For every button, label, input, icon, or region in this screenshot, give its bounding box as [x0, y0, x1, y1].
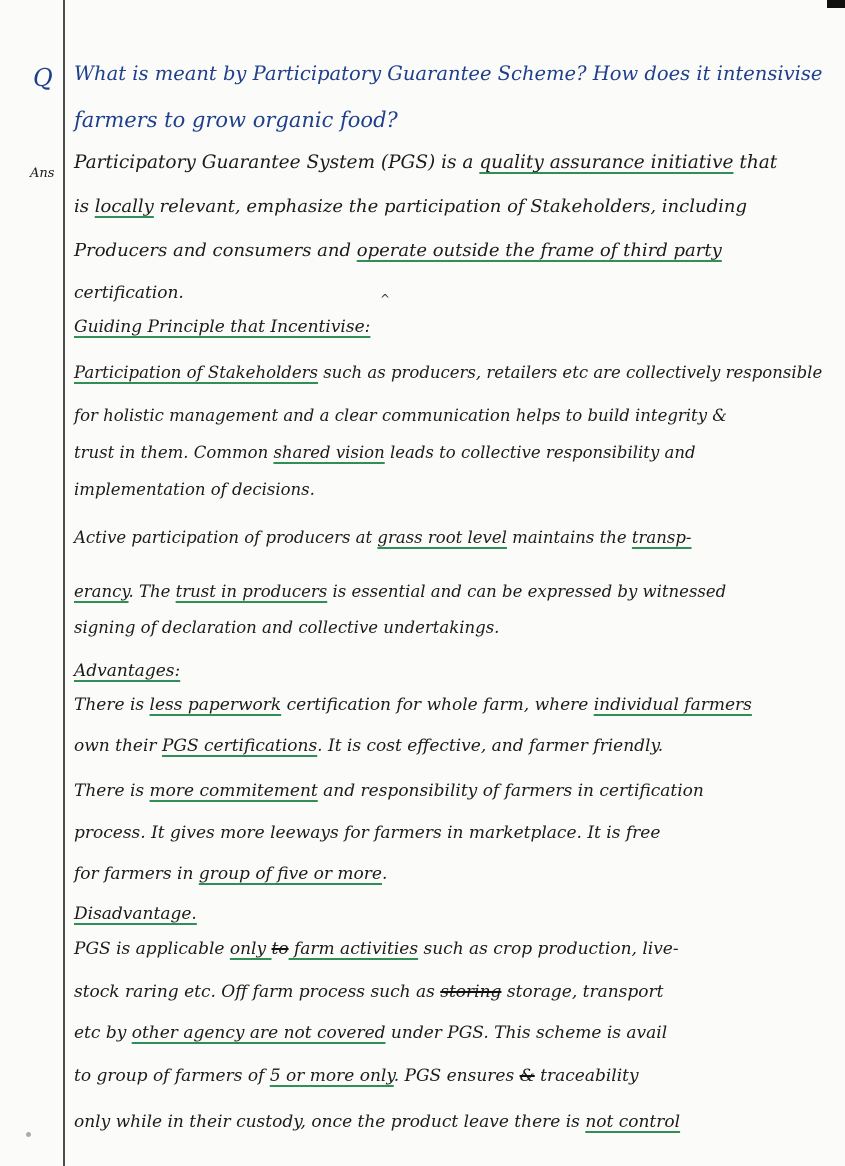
text-segment: Producers and consumers and [74, 240, 357, 261]
text-segment: Active participation of producers at [74, 528, 378, 547]
underlined-phrase: farm activities [288, 939, 419, 959]
text-segment: farmers to grow organic food? [74, 108, 398, 132]
answer-line-1 [74, 154, 829, 173]
underlined-phrase: quality assurance initiative [479, 152, 734, 173]
underlined-phrase: operate outside the frame of third party [356, 240, 722, 261]
margin-line [63, 0, 65, 1166]
underlined-phrase: transp- [631, 528, 692, 547]
underlined-phrase: PGS certifications [161, 736, 318, 756]
text-segment: . PGS ensures [393, 1066, 520, 1086]
text-segment: is essential and can be expressed by witnessed [327, 582, 727, 601]
text-segment: . The [128, 582, 176, 601]
disadvantage-line-2 [74, 984, 829, 1001]
question-line-2 [74, 110, 829, 131]
underlined-phrase: shared vision [273, 443, 385, 462]
disadvantage-line-3 [74, 1025, 829, 1042]
underlined-phrase: other agency are not covered [131, 1023, 386, 1043]
question-label: Q [33, 64, 53, 92]
text-segment: There is [74, 695, 150, 715]
underlined-phrase: 5 or more only [269, 1066, 394, 1086]
advantages-line-3 [74, 783, 829, 800]
disadvantage-heading [74, 906, 829, 923]
answer-line-3 [74, 242, 829, 260]
underlined-phrase: only [229, 939, 272, 959]
text-segment: What is meant by Participatory Guarantee Scheme? How does it intensivise [74, 62, 823, 85]
text-segment: under PGS. This scheme is avail [385, 1023, 668, 1043]
struck-text: storing [440, 982, 502, 1002]
stray-mark [26, 1132, 31, 1137]
underlined-phrase: locally [94, 196, 154, 217]
struck-text: & [519, 1066, 535, 1086]
text-segment: trust in them. Common [74, 443, 274, 462]
text-segment: certification. [74, 283, 184, 303]
advantages-heading [74, 663, 829, 680]
underlined-phrase: Advantages: [74, 661, 181, 681]
text-segment: for farmers in [74, 864, 199, 884]
underlined-phrase: trust in producers [175, 582, 328, 601]
text-segment: certification for whole farm, where [281, 695, 594, 715]
text-segment: implementation of decisions. [74, 480, 315, 499]
disadvantage-line-1 [74, 941, 829, 958]
text-segment: such as crop production, live- [418, 939, 679, 959]
guiding-line-2 [74, 408, 829, 425]
text-segment: and responsibility of farmers in certification [317, 781, 704, 801]
text-segment: . [381, 864, 388, 884]
text-segment: is [74, 196, 95, 217]
participation-line-1 [74, 530, 829, 547]
underlined-phrase: erancy [74, 582, 129, 601]
underlined-phrase: Disadvantage. [74, 904, 197, 924]
disadvantage-line-4 [74, 1068, 829, 1085]
text-segment: There is [74, 781, 150, 801]
underlined-phrase: Participation of Stakeholders [74, 363, 318, 382]
underlined-phrase: more commitement [149, 781, 318, 801]
text-segment: leads to collective responsibility and [384, 443, 696, 462]
underlined-phrase: grass root level [377, 528, 507, 547]
guiding-line-4 [74, 482, 829, 499]
text-segment: . It is cost effective, and farmer friendly. [317, 736, 664, 756]
advantages-line-5 [74, 866, 829, 883]
text-segment: stock raring etc. Off farm process such as [74, 982, 441, 1002]
text-segment: traceability [534, 1066, 639, 1086]
answer-label: Ans [30, 166, 55, 181]
answer-line-2 [74, 198, 829, 216]
guiding-line-1 [74, 365, 829, 382]
advantages-line-2 [74, 738, 829, 755]
guiding-heading [74, 319, 829, 336]
text-segment: Participatory Guarantee System (PGS) is a [74, 152, 480, 173]
text-segment: process. It gives more leeways for farmers in marketplace. It is free [74, 823, 661, 843]
text-segment: own their [74, 736, 162, 756]
caret-mark: ^ [380, 292, 391, 306]
text-segment: storage, transport [501, 982, 664, 1002]
participation-line-3 [74, 620, 829, 637]
text-segment: maintains the [506, 528, 632, 547]
text-segment: PGS is applicable [74, 939, 230, 959]
struck-text: to [271, 939, 289, 959]
advantages-line-1 [74, 697, 829, 714]
underlined-phrase: group of five or more [198, 864, 382, 884]
text-segment: etc by [74, 1023, 132, 1043]
participation-line-2 [74, 584, 829, 601]
corner-mark [827, 0, 845, 8]
guiding-line-3 [74, 445, 829, 462]
text-segment: relevant, emphasize the participation of Stakeholders, including [153, 196, 747, 217]
text-segment: such as producers, retailers etc are collectively responsible [317, 363, 823, 382]
underlined-phrase: less paperwork [149, 695, 282, 715]
text-segment: for holistic management and a clear communication helps to build integrity & [74, 406, 727, 425]
text-segment: only while in their custody, once the product leave there is [74, 1112, 586, 1132]
question-line-1 [74, 64, 829, 84]
advantages-line-4 [74, 825, 829, 842]
underlined-phrase: individual farmers [593, 695, 752, 715]
underlined-phrase: not control [585, 1112, 681, 1132]
disadvantage-line-5 [74, 1114, 829, 1131]
text-segment: signing of declaration and collective undertakings. [74, 618, 500, 637]
text-segment: to group of farmers of [74, 1066, 270, 1086]
text-segment: that [733, 152, 778, 173]
answer-line-4 [74, 285, 829, 302]
underlined-phrase: Guiding Principle that Incentivise: [74, 317, 371, 337]
